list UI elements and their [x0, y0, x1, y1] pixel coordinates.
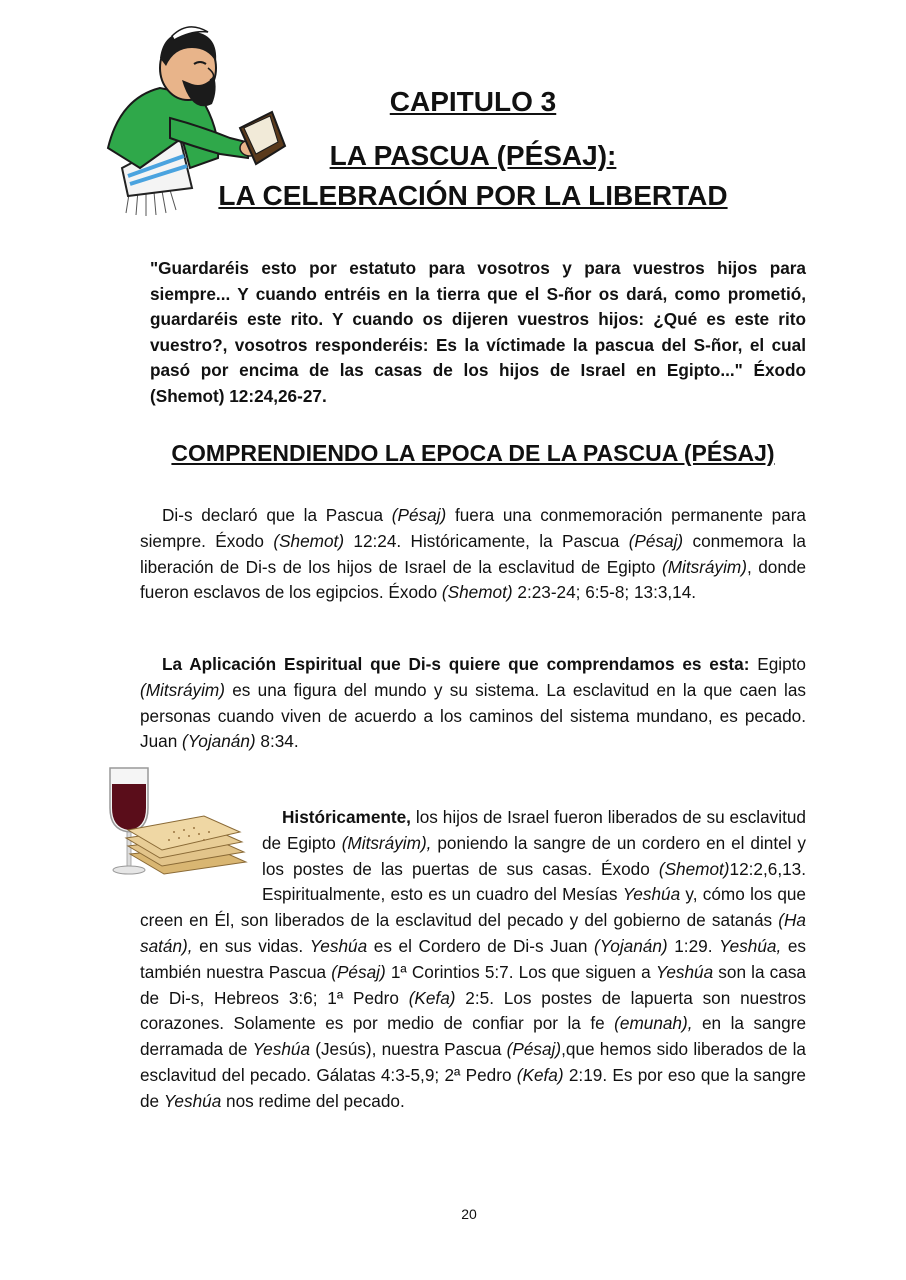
- text-run: en sus vidas.: [192, 935, 310, 956]
- bold-lead: La Aplicación Espiritual que Di-s quiere que comprendamos es esta:: [162, 654, 750, 674]
- italic-run: (Ha satán),: [140, 910, 806, 956]
- text-run: poniendo la sangre de un cordero en el dintel y los postes de las puertas de sus casas. Éxodo: [262, 832, 807, 879]
- italic-run: (Pésaj): [391, 505, 447, 525]
- italic-run: (Yojanán): [182, 731, 256, 752]
- text-run: 12:2,6,13. Espiritualmente, esto es un cuadro del Mesías: [262, 858, 806, 905]
- italic-run: Yeshúa: [309, 935, 368, 956]
- text-run: 1:29.: [667, 935, 720, 956]
- italic-run: Yeshúa: [655, 961, 714, 982]
- text-run: Egipto: [749, 654, 806, 674]
- italic-run: (Shemot): [658, 858, 730, 879]
- text-run: 12:24. Históricamente, la Pascua: [344, 530, 629, 551]
- text-run: en la sangre derramada de: [140, 1013, 807, 1060]
- italic-run: (Pésaj): [628, 530, 684, 551]
- page-number: 20: [461, 1206, 477, 1222]
- italic-run: (Shemot): [273, 530, 345, 551]
- chapter-title: CAPITULO 3: [389, 86, 557, 117]
- italic-run: (Mitsráyim): [661, 556, 747, 577]
- text-run: nos redime del pecado.: [221, 1090, 405, 1111]
- italic-run: (Yojanán): [594, 935, 668, 956]
- text-run: (Jesús), nuestra Pascua: [310, 1039, 507, 1060]
- italic-run: (Mitsráyim),: [341, 832, 432, 853]
- italic-run: Yeshúa: [163, 1090, 222, 1111]
- text-run: , donde fueron esclavos de los egipcios. Éxodo: [140, 556, 806, 603]
- italic-run: (emunah),: [614, 1013, 693, 1034]
- chapter-subtitle-line2: LA CELEBRACIÓN POR LA LIBERTAD: [218, 180, 728, 211]
- paragraph-2: [140, 652, 806, 755]
- text-run: y, cómo los que creen en Él, son liberados de la esclavitud del pecado y del gobierno de satanás: [140, 884, 806, 931]
- text-run: 2:23-24; 6:5-8; 13:3,14.: [512, 582, 697, 603]
- text-run: los hijos de Israel fueron liberados de su esclavitud de Egipto: [262, 807, 806, 853]
- italic-run: (Pésaj): [506, 1039, 562, 1060]
- text-run: Di-s declaró que la Pascua: [162, 505, 392, 525]
- italic-run: (Pésaj): [331, 961, 386, 982]
- italic-run: (Shemot): [441, 582, 513, 603]
- text-run: es también nuestra Pascua: [140, 935, 806, 982]
- italic-run: (Mitsráyim): [140, 679, 225, 700]
- text-run: 1ª Corintios 5:7. Los que siguen a: [385, 961, 656, 982]
- text-run: fuera una conmemoración permanente para siempre. Éxodo: [140, 505, 806, 551]
- section-heading: COMPRENDIENDO LA EPOCA DE LA PASCUA (PÉSAJ): [171, 440, 775, 466]
- paragraph-1: [140, 503, 806, 606]
- chapter-subtitle-line1: LA PASCUA (PÉSAJ):: [329, 140, 617, 171]
- text-run: 2:5. Los postes de lapuerta son nuestros corazones. Solamente es por medio de confiar por la fe: [140, 987, 807, 1034]
- italic-run: (Kefa): [408, 987, 456, 1008]
- text-run: son la casa de Di-s, Hebreos 3:6; 1ª Pedro: [140, 961, 806, 1008]
- text-run: ,que hemos sido liberados de la esclavitud del pecado. Gálatas 4:3-5,9; 2ª Pedro: [140, 1039, 806, 1085]
- italic-run: Yeshúa: [252, 1039, 311, 1060]
- italic-run: (Kefa): [516, 1064, 564, 1085]
- text-run: 2:19. Es por eso que la sangre de: [140, 1064, 806, 1111]
- text-run: conmemora la liberación de Di-s de los hijos de Israel de la esclavitud de Egipto: [140, 530, 806, 577]
- scripture-quote: "Guardaréis esto por estatuto para vosotros y para vuestros hijos para siempre... Y cuando entréis en la tierra que el S-ñor os dará, como prometió, guardaréis este rito. Y cuando os dijeren vuestros hijos: ¿Qué es este rito vuestro?, vosotros responderéis: Es la víctimade la pascua del S-ñor, el cual pasó por encima de las casas de los hijos de Israel en Egipto..." Éxodo (Shemot) 12:24,26-27.: [150, 258, 806, 406]
- text-run: es una figura del mundo y su sistema. La esclavitud en la que caen las personas cuando viven de acuerdo a los caminos del sistema mundano, es pecado. Juan: [140, 679, 806, 752]
- italic-run: Yeshúa,: [719, 935, 782, 956]
- italic-run: Yeshúa: [622, 884, 681, 905]
- paragraph-3: [140, 805, 806, 1115]
- bold-lead: Históricamente,: [282, 807, 411, 827]
- text-run: es el Cordero de Di-s Juan: [367, 935, 595, 956]
- text-run: 8:34.: [255, 731, 299, 752]
